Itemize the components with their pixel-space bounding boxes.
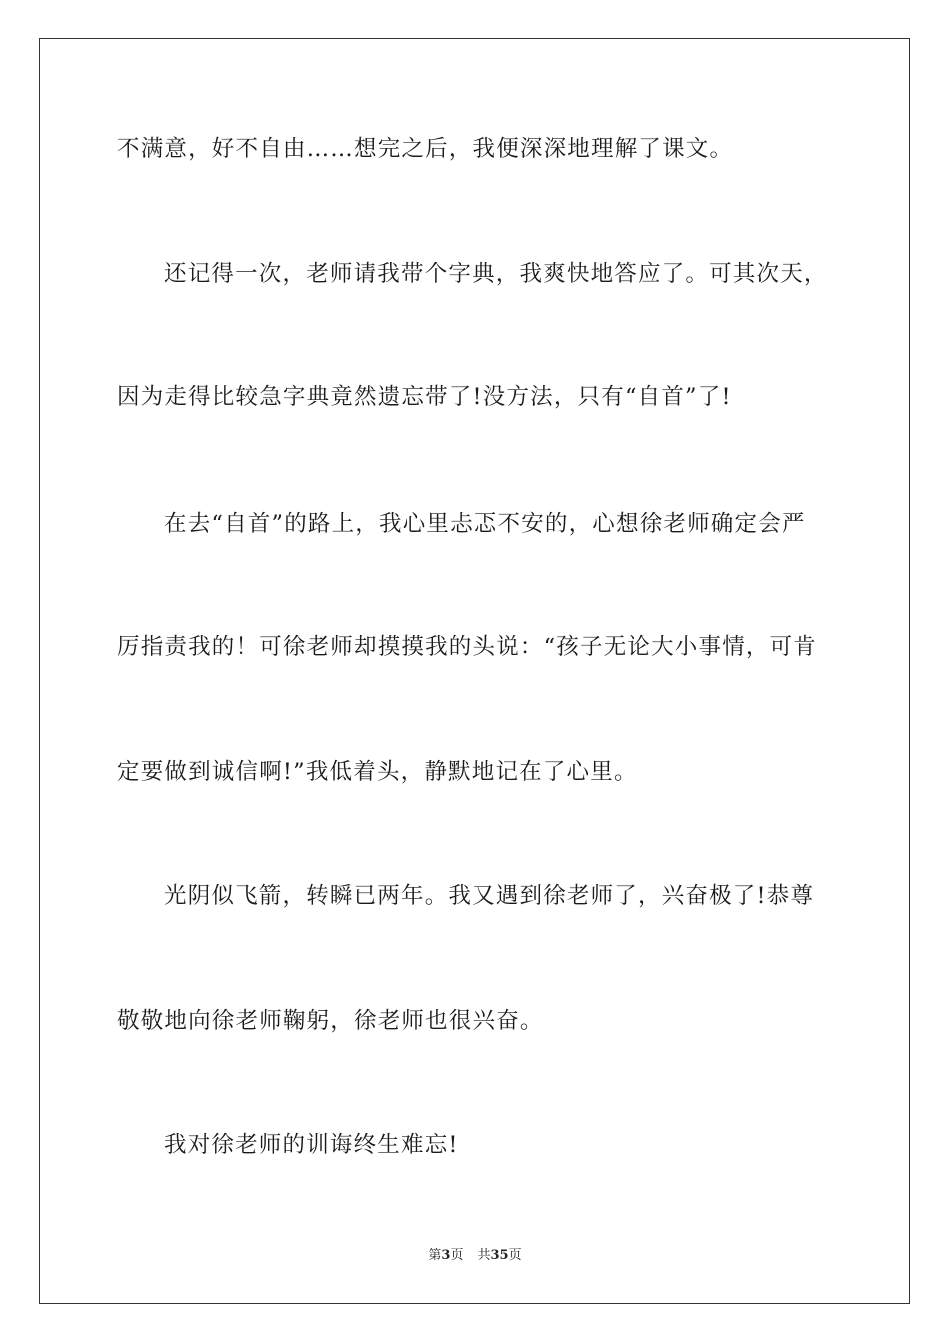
total-pages-number: 35	[490, 1248, 509, 1263]
paragraph-first-line: 还记得一次，老师请我带个字典，我爽快地答应了。可其次天，	[164, 261, 828, 287]
text-line: 不满意，好不自由……想完之后，我便深深地理解了课文。	[117, 136, 734, 162]
paragraph-first-line: 在去“自首”的路上，我心里忐忑不安的，心想徐老师确定会严	[164, 511, 806, 537]
text-line: 厉指责我的！可徐老师却摸摸我的头说：“孩子无论大小事情，可肯	[117, 634, 818, 660]
footer-total-prefix: 共	[477, 1248, 491, 1263]
text-line: 敬敬地向徐老师鞠躬，徐老师也很兴奋。	[117, 1008, 544, 1034]
text-line: 定要做到诚信啊!”我低着头，静默地记在了心里。	[117, 759, 638, 785]
footer-total-unit: 页	[508, 1248, 522, 1263]
footer-prefix: 第	[428, 1248, 442, 1263]
paragraph-first-line: 光阴似飞箭，转瞬已两年。我又遇到徐老师了，兴奋极了!恭尊	[164, 883, 815, 909]
current-page-number: 3	[441, 1248, 451, 1263]
text-line: 因为走得比较急字典竟然遗忘带了!没方法，只有“自首”了!	[117, 384, 732, 410]
page-footer	[0, 1247, 950, 1265]
paragraph-first-line: 我对徐老师的训诲终生难忘!	[164, 1132, 459, 1158]
page-border	[39, 38, 910, 1304]
footer-page-unit: 页	[450, 1248, 464, 1263]
